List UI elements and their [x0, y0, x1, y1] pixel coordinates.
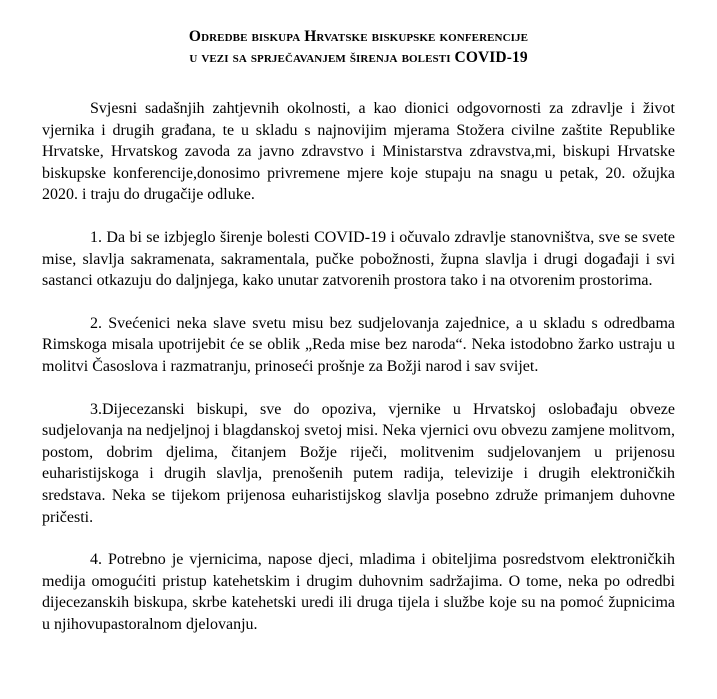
title-line-1: Odredbe biskupa Hrvatske biskupske konferencije [188, 28, 529, 45]
document-body [42, 98, 675, 635]
document-title [42, 26, 675, 68]
title-line-2: u vezi sa sprječavanjem širenja bolesti COVID-19 [189, 49, 528, 66]
paragraph-3: 3.Dijecezanski biskupi, sve do opoziva, vjernike u Hrvatskoj oslobađaju obveze sudjelovanja na nedjeljnoj i blagdanskoj svetoj misi. Neka vjernici ovu obvezu zamjene molitvom, postom, dobrim djelima, čitanjem Božje riječi, molitvenim sudjelovanjem u prijenosu euharistijskoga i drugih slavlja, prenošenih putem radija, televizije i drugih elektroničkih sredstava. Neka se tijekom prijenosa euharistijskog slavlja posebno združe primanjem duhovne pričesti. [42, 400, 675, 526]
paragraph-1: 1. Da bi se izbjeglo širenje bolesti COVID-19 i očuvalo zdravlje stanovništva, sve se svete mise, slavlja sakramenata, sakramentala, pučke pobožnosti, župna slavlja i drugi događaji i svi sastanci otkazuju do daljnjega, kako unutar zatvorenih prostora tako i na otvorenim prostorima. [42, 228, 675, 290]
paragraph-2: 2. Svećenici neka slave svetu misu bez sudjelovanja zajednice, a u skladu s odredbama Rimskoga misala upotrijebit će se oblik „Reda mise bez naroda“. Neka istodobno žarko ustraju u molitvi Časoslova i razmatranju, prinoseći prošnje za Božji narod i sav svijet. [42, 314, 675, 375]
paragraph-intro: Svjesni sadašnjih zahtjevnih okolnosti, a kao dionici odgovornosti za zdravlje i život vjernika i drugih građana, te u skladu s najnovijim mjerama Stožera civilne zaštite Republike Hrvatske, Hrvatskog zavoda za javno zdravstvo i Ministarstva zdravstva,mi, biskupi Hrvatske biskupske konferencije,donosimo privremene mjere koje stupaju na snagu u petak, 20. ožujka 2020. i traju do drugačije odluke. [42, 100, 675, 204]
paragraph-4: 4. Potrebno je vjernicima, napose djeci, mladima i obiteljima posredstvom elektroničkih medija omogućiti pristup katehetskim i drugim duhovnim sadržajima. O tome, neka po odredbi dijecezanskih biskupa, skrbe katehetski uredi ili druga tijela i službe koje su na pomoć župnicima u njihovupastoralnom djelovanju. [42, 551, 675, 633]
